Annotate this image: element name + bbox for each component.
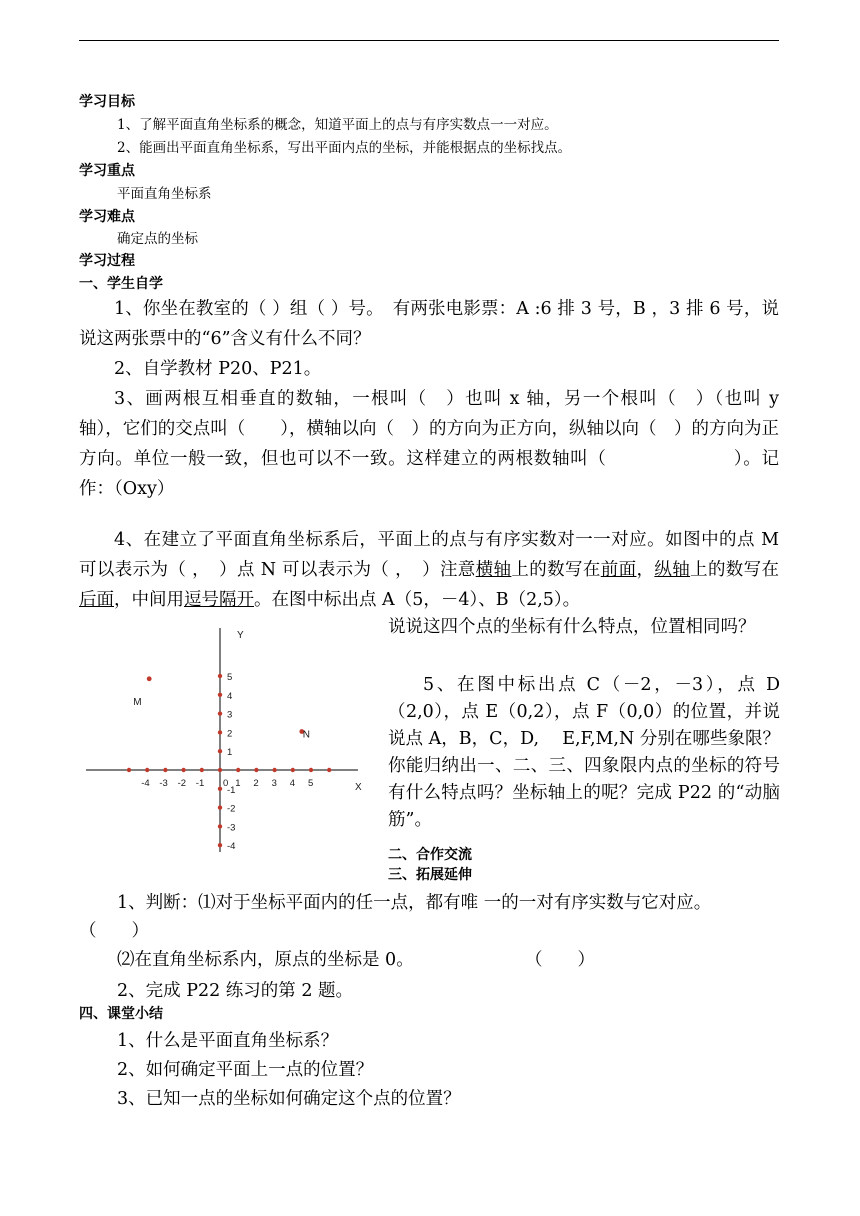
y-axis-dot <box>218 824 222 828</box>
process-heading: 学习过程 <box>79 253 135 269</box>
underline-vertical-axis: 纵轴 <box>654 560 691 580</box>
x-tick-label: 1 <box>235 778 241 789</box>
objective-1: 1、了解平面直角坐标系的概念，知道平面上的点与有序实数点一一对应。 <box>117 117 558 133</box>
y-axis-label: Y <box>237 630 244 641</box>
objectives-heading: 学习目标 <box>79 94 135 110</box>
objective-2: 2、能画出平面直角坐标系，写出平面内点的坐标，并能根据点的坐标找点。 <box>117 140 572 156</box>
question-4: 4、在建立了平面直角坐标系后，平面上的点与有序实数对一一对应。如图中的点 M 可以表示为（ ， ）点 N 可以表示为（ ， ）注意横轴上的数写在前面，纵轴上的数写在后面，中间用逗号隔开。在图中标出点 A（5，－4）、B（2,5）。 <box>79 530 780 610</box>
y-tick-label: 2 <box>227 728 233 740</box>
difficulty-text: 确定点的坐标 <box>117 231 198 247</box>
underline-back: 后面 <box>79 590 114 610</box>
x-axis-dot <box>200 768 204 772</box>
y-tick-label: -3 <box>227 822 236 834</box>
x-axis-dot <box>291 768 295 772</box>
y-axis-dot <box>218 711 222 715</box>
y-tick-label: 4 <box>227 690 233 702</box>
summary-item-3: 3、已知一点的坐标如何确定这个点的位置？ <box>117 1089 461 1109</box>
y-axis-dot <box>218 693 222 697</box>
judge-1: 1、判断：⑴对于坐标平面内的任一点，都有唯 一的一对有序实数与它对应。 <box>117 893 712 913</box>
x-tick-label: 5 <box>308 778 314 789</box>
y-axis-dot <box>218 730 222 734</box>
y-axis-dot <box>218 674 222 678</box>
question-3: 3、画两根互相垂直的数轴，一根叫（ ）也叫 x 轴，另一个根叫（ ）（也叫 y 轴），它们的交点叫（ ），横轴以向（ ）的方向为正方向，纵轴以向（ ）的方向为正方向。单位一般一致，但也可以不一致。这样建立的两根数轴叫（ ）。记作：（Oxy） <box>79 389 779 499</box>
coordinate-graph <box>82 622 372 858</box>
x-tick-label: 4 <box>289 778 296 789</box>
x-axis-dot <box>145 768 149 772</box>
x-tick-label: -3 <box>159 778 168 789</box>
question-1: 1、你坐在教室的（ ）组（ ）号。 有两张电影票：A :6 排 3 号，B ，3 排 6 号，说说这两张票中的“6”含义有什么不同？ <box>79 299 779 349</box>
y-tick-label: 1 <box>227 747 233 759</box>
judge-1-blank: （ ） <box>79 921 149 941</box>
y-tick-label: -4 <box>227 841 236 853</box>
origin-dot <box>218 768 222 772</box>
summary-heading: 四、课堂小结 <box>79 1006 163 1022</box>
underline-comma: 逗号隔开 <box>184 590 254 610</box>
cooperate-heading: 二、合作交流 <box>388 847 472 863</box>
x-axis-dot <box>272 768 276 772</box>
y-axis-dot <box>218 843 222 847</box>
x-axis-dot <box>127 768 131 772</box>
difficulty-heading: 学习难点 <box>79 209 135 225</box>
x-axis-dot <box>254 768 258 772</box>
question-5: 5、在图中标出点 C（－2，－3），点 D（2,0），点 E（0,2），点 F（0,0）的位置，并说说点 A，B，C，D, E,F,M,N 分别在哪些象限？你能归纳出一、二、三、四象限内点的坐标的符号有什么特点吗？坐标轴上的呢？完成 P22 的“动脑筋”。 <box>388 675 780 830</box>
judge-2: ⑵在直角坐标系内，原点的坐标是 0。 <box>117 950 414 970</box>
x-axis-dot <box>309 768 313 772</box>
self-study-heading: 一、学生自学 <box>79 276 163 292</box>
x-axis-dot <box>236 768 240 772</box>
y-tick-label: 3 <box>227 709 233 721</box>
x-tick-label: 3 <box>271 778 277 789</box>
x-axis-dot <box>163 768 167 772</box>
x-tick-label: -1 <box>195 778 205 789</box>
summary-item-1: 1、什么是平面直角坐标系？ <box>117 1031 339 1051</box>
extension-heading: 三、拓展延伸 <box>388 867 472 883</box>
point-m <box>147 676 152 681</box>
x-axis-dot <box>327 768 331 772</box>
y-tick-label: 5 <box>227 672 233 683</box>
y-axis-dot <box>218 749 222 753</box>
y-tick-label: -2 <box>227 803 236 815</box>
key-point-heading: 学习重点 <box>79 163 135 179</box>
summary-item-2: 2、如何确定平面上一点的位置？ <box>117 1060 374 1080</box>
key-point-text: 平面直角坐标系 <box>117 186 212 202</box>
x-tick-label: 0 <box>223 778 229 789</box>
judge-2-blank: （ ） <box>525 950 595 970</box>
tick-layer <box>127 672 332 852</box>
x-tick-label: -2 <box>177 778 187 789</box>
x-tick-label: 2 <box>253 778 259 789</box>
question-2: 2、自学教材 P20、P21。 <box>114 359 322 379</box>
self-study-body <box>79 294 779 504</box>
underline-horizontal-axis: 横轴 <box>475 560 512 580</box>
y-tick-label: -1 <box>227 784 236 796</box>
extension-question-2: 2、完成 P22 练习的第 2 题。 <box>117 981 354 1001</box>
x-tick-label: -4 <box>141 778 150 789</box>
y-axis-dot <box>218 787 222 791</box>
y-axis-dot <box>218 805 222 809</box>
underline-front: 前面 <box>600 560 637 580</box>
question-4-continued: 说说这四个点的坐标有什么特点，位置相同吗？ <box>388 617 756 637</box>
x-axis-label: X <box>355 782 362 793</box>
point-n-label: N <box>302 729 311 741</box>
x-axis-dot <box>181 768 185 772</box>
point-m-label: M <box>133 696 142 708</box>
header-rule <box>79 40 779 41</box>
